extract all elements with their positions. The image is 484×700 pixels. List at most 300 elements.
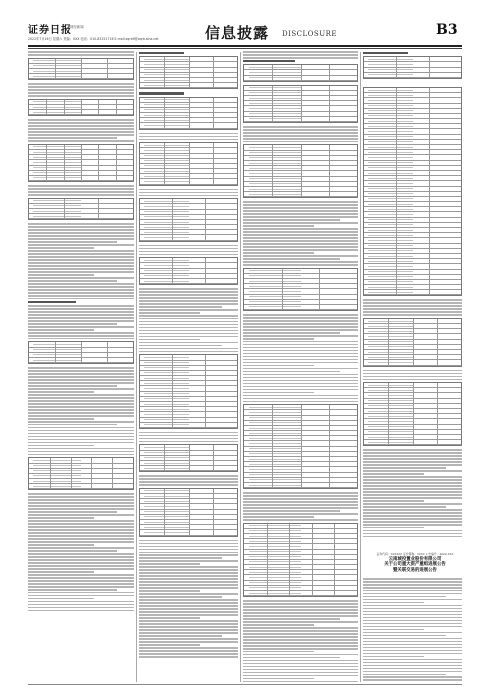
announcement-title-line: 暨关联交易的进展公告	[393, 567, 437, 573]
text-line	[243, 380, 358, 382]
text-line	[243, 609, 358, 611]
text-line	[28, 317, 134, 319]
text-line	[243, 359, 358, 361]
table-row	[244, 305, 357, 310]
text-line	[139, 312, 200, 314]
text-line	[139, 554, 238, 556]
text-line	[28, 559, 134, 561]
text-line	[363, 629, 424, 631]
announcement-body	[363, 578, 462, 682]
text-line	[28, 610, 134, 612]
text-line	[28, 412, 134, 414]
text-line	[28, 550, 117, 552]
text-line	[28, 493, 134, 495]
data-table	[28, 198, 134, 221]
text-line	[139, 438, 238, 440]
text-line	[363, 671, 462, 673]
text-line	[139, 644, 200, 646]
table-row	[29, 214, 133, 219]
text-line	[363, 536, 462, 538]
text-line	[28, 286, 134, 288]
text-line	[28, 274, 94, 276]
text-line	[28, 592, 134, 594]
text-line	[363, 521, 462, 523]
text-line	[28, 250, 134, 252]
text-line	[363, 494, 462, 496]
dateline: 2022年7月16日 星期六 责编：XXX 电话：010-83251716 E-mail:zqrb9@zqrb.sina.net	[28, 37, 159, 41]
text-line	[139, 611, 238, 613]
text-line	[28, 134, 134, 136]
text-line	[243, 365, 314, 367]
text-line	[139, 587, 238, 589]
text-line	[243, 398, 358, 400]
section-heading	[139, 92, 184, 94]
text-line	[363, 644, 462, 646]
text-line	[363, 500, 424, 502]
text-line	[28, 520, 134, 522]
text-line	[28, 439, 134, 441]
text-line	[139, 133, 238, 135]
text-line	[28, 604, 134, 606]
text-line	[243, 663, 358, 665]
text-line	[243, 51, 358, 53]
text-line	[363, 581, 462, 583]
text-line	[363, 308, 462, 310]
text-line	[243, 603, 358, 605]
text-line	[28, 502, 134, 504]
text-line	[363, 503, 462, 505]
text-line	[139, 608, 238, 610]
data-table	[243, 404, 358, 489]
text-line	[243, 615, 358, 617]
article-column-1	[28, 51, 134, 683]
text-line	[243, 332, 340, 334]
text-line	[139, 339, 200, 341]
text-line	[243, 132, 358, 134]
text-line	[139, 432, 238, 434]
text-line	[363, 656, 424, 658]
text-line	[363, 614, 462, 616]
text-line	[139, 620, 238, 622]
text-line	[243, 651, 314, 653]
text-line	[243, 231, 358, 233]
text-line	[28, 280, 117, 282]
data-table	[243, 85, 358, 123]
text-line	[139, 345, 222, 347]
text-line	[243, 510, 340, 512]
text-line	[28, 86, 134, 88]
text-line	[243, 374, 358, 376]
text-line	[28, 568, 134, 570]
text-line	[28, 394, 134, 396]
text-line	[139, 578, 238, 580]
text-line	[28, 298, 134, 300]
text-line	[243, 377, 358, 379]
table-row	[244, 591, 357, 596]
text-line	[139, 581, 238, 583]
text-line	[139, 189, 238, 191]
text-line	[28, 388, 134, 390]
text-line	[28, 305, 134, 307]
text-line	[28, 229, 134, 231]
text-line	[243, 320, 358, 322]
masthead-rule-thin	[28, 48, 462, 49]
text-line	[243, 213, 358, 215]
text-line	[363, 467, 446, 469]
text-line	[28, 314, 134, 316]
announcement-heading	[368, 553, 462, 573]
text-line	[139, 552, 238, 554]
text-line	[363, 299, 462, 301]
text-line	[28, 547, 134, 549]
text-line	[363, 587, 462, 589]
text-line	[28, 565, 134, 567]
data-table	[28, 457, 134, 490]
data-table	[363, 87, 462, 297]
text-line	[28, 323, 117, 325]
text-line	[363, 509, 462, 511]
text-line	[28, 403, 134, 405]
text-line	[243, 261, 358, 263]
text-line	[139, 245, 238, 247]
text-line	[363, 452, 462, 454]
page-number: B3	[436, 22, 458, 38]
text-line	[139, 351, 238, 353]
text-line	[243, 507, 358, 509]
text-line	[28, 332, 134, 334]
text-line	[243, 258, 340, 260]
text-line	[28, 283, 134, 285]
text-line	[363, 506, 446, 508]
text-line	[139, 315, 238, 317]
text-line	[28, 119, 134, 121]
text-line	[363, 599, 462, 601]
text-line	[139, 566, 238, 568]
text-line	[243, 513, 358, 515]
text-line	[139, 321, 238, 323]
data-table	[363, 318, 462, 367]
text-line	[243, 353, 358, 355]
text-line	[363, 533, 462, 535]
section-heading	[28, 301, 76, 303]
text-line	[28, 226, 134, 228]
text-line	[28, 308, 134, 310]
text-line	[139, 629, 238, 631]
footer-rule	[28, 684, 462, 685]
column-divider	[136, 52, 137, 682]
newspaper-logo: 证券日报	[28, 25, 72, 36]
text-line	[139, 195, 238, 197]
text-line	[28, 92, 134, 94]
text-line	[243, 264, 358, 266]
text-line	[28, 376, 134, 378]
text-line	[139, 441, 238, 443]
text-line	[28, 586, 134, 588]
text-line	[139, 309, 238, 311]
data-table	[139, 142, 238, 186]
text-line	[243, 639, 358, 641]
text-line	[28, 95, 134, 97]
text-line	[28, 538, 134, 540]
text-line	[28, 421, 134, 423]
text-line	[243, 204, 358, 206]
text-line	[139, 288, 238, 290]
text-line	[28, 185, 134, 187]
text-line	[243, 207, 358, 209]
text-line	[28, 54, 134, 56]
text-line	[243, 249, 358, 251]
text-line	[28, 577, 134, 579]
data-table	[28, 341, 134, 364]
text-line	[243, 383, 358, 385]
text-line	[243, 642, 358, 644]
text-line	[363, 641, 462, 643]
text-line	[139, 254, 238, 256]
text-line	[28, 529, 134, 531]
text-line	[243, 135, 358, 137]
text-line	[139, 327, 238, 329]
text-line	[243, 621, 358, 623]
text-line	[243, 347, 358, 349]
text-line	[243, 672, 358, 674]
text-line	[28, 595, 134, 597]
table-row	[364, 73, 461, 78]
text-line	[363, 590, 462, 592]
text-line	[139, 248, 238, 250]
text-line	[243, 678, 314, 680]
text-line	[139, 605, 238, 607]
text-line	[363, 578, 462, 580]
text-line	[139, 484, 238, 486]
data-table	[139, 198, 238, 242]
text-line	[139, 626, 238, 628]
text-line	[28, 580, 134, 582]
text-line	[28, 194, 134, 196]
section-heading	[363, 52, 408, 54]
text-line	[243, 633, 358, 635]
data-table	[28, 58, 134, 81]
text-line	[363, 626, 462, 628]
text-line	[243, 504, 358, 506]
logo-subtitle: 财经新闻	[70, 25, 84, 29]
text-line	[28, 433, 134, 435]
text-line	[243, 234, 358, 236]
text-line	[139, 569, 238, 571]
text-line	[363, 482, 462, 484]
text-line	[363, 476, 462, 478]
text-line	[28, 188, 134, 190]
masthead-rule	[28, 45, 462, 47]
data-table	[139, 444, 238, 472]
announcement-title-line: 关于公司重大资产重组进展公告	[384, 562, 446, 568]
text-line	[139, 251, 238, 253]
text-line	[363, 455, 462, 457]
text-line	[243, 222, 358, 224]
text-line	[363, 635, 446, 637]
text-line	[243, 660, 358, 662]
text-line	[28, 122, 134, 124]
text-line	[28, 448, 134, 450]
text-line	[139, 475, 238, 477]
text-line	[139, 192, 238, 194]
data-table	[139, 354, 238, 429]
text-line	[139, 635, 222, 637]
text-line	[28, 451, 134, 453]
text-line	[139, 602, 238, 604]
text-line	[28, 553, 134, 555]
text-line	[139, 599, 238, 601]
text-line	[139, 572, 238, 574]
table-row	[140, 235, 237, 240]
text-line	[363, 653, 462, 655]
text-line	[28, 265, 134, 267]
text-line	[243, 344, 358, 346]
text-line	[363, 584, 462, 586]
text-line	[28, 51, 134, 53]
text-line	[243, 498, 358, 500]
text-line	[363, 638, 462, 640]
text-line	[139, 540, 238, 542]
text-line	[28, 499, 134, 501]
text-line	[139, 303, 238, 305]
text-line	[28, 125, 134, 127]
data-table	[28, 144, 134, 182]
text-line	[363, 593, 462, 595]
text-line	[243, 252, 314, 254]
text-line	[243, 329, 358, 331]
text-line	[243, 356, 358, 358]
text-line	[243, 228, 358, 230]
text-line	[28, 259, 134, 261]
text-line	[139, 656, 238, 658]
text-line	[243, 648, 358, 650]
text-line	[28, 379, 134, 381]
text-line	[28, 311, 134, 313]
text-line	[139, 653, 238, 655]
data-table	[139, 97, 238, 130]
text-line	[243, 516, 314, 518]
text-line	[139, 136, 238, 138]
text-line	[28, 370, 134, 372]
text-line	[363, 623, 462, 625]
text-line	[28, 436, 134, 438]
text-line	[139, 318, 238, 320]
text-line	[243, 335, 358, 337]
text-line	[363, 311, 462, 313]
text-line	[243, 630, 358, 632]
text-line	[28, 589, 117, 591]
text-line	[28, 430, 134, 432]
text-line	[243, 240, 358, 242]
text-line	[363, 464, 462, 466]
text-line	[243, 624, 314, 626]
text-line	[139, 638, 238, 640]
text-line	[363, 305, 462, 307]
text-line	[243, 401, 358, 403]
text-line	[243, 395, 358, 397]
text-line	[243, 362, 358, 364]
text-line	[139, 435, 238, 437]
text-line	[139, 632, 238, 634]
text-line	[139, 342, 238, 344]
text-line	[139, 333, 238, 335]
text-line	[28, 277, 134, 279]
text-line	[243, 669, 358, 671]
text-line	[243, 141, 358, 143]
text-line	[28, 526, 134, 528]
text-line	[28, 454, 134, 456]
text-line	[243, 636, 358, 638]
text-line	[243, 666, 358, 668]
text-line	[363, 479, 462, 481]
text-line	[363, 602, 424, 604]
article-column-3	[243, 51, 358, 683]
text-line	[28, 409, 134, 411]
data-table	[28, 99, 134, 117]
text-line	[139, 584, 238, 586]
text-line	[243, 57, 358, 59]
text-line	[28, 583, 134, 585]
text-line	[139, 336, 238, 338]
text-line	[243, 255, 358, 257]
text-line	[243, 519, 358, 521]
text-line	[139, 593, 238, 595]
text-line	[28, 544, 94, 546]
text-line	[139, 590, 200, 592]
text-line	[28, 335, 134, 337]
text-line	[243, 492, 358, 494]
text-line	[28, 232, 134, 234]
text-line	[363, 527, 424, 529]
text-line	[243, 216, 358, 218]
text-line	[243, 126, 358, 128]
text-line	[243, 54, 358, 56]
text-line	[243, 681, 358, 683]
text-line	[28, 574, 134, 576]
text-line	[243, 612, 358, 614]
table-row	[29, 484, 133, 489]
text-line	[363, 647, 462, 649]
text-line	[28, 338, 134, 340]
text-line	[28, 442, 134, 444]
text-line	[28, 514, 134, 516]
text-line	[363, 373, 462, 375]
text-line	[139, 563, 200, 565]
text-line	[363, 370, 462, 372]
text-line	[243, 323, 358, 325]
text-line	[139, 543, 238, 545]
text-line	[28, 235, 134, 237]
text-line	[139, 297, 238, 299]
data-table	[243, 523, 358, 598]
text-line	[28, 508, 134, 510]
text-line	[363, 473, 424, 475]
table-row	[140, 423, 237, 428]
text-line	[363, 620, 462, 622]
text-line	[28, 406, 134, 408]
text-line	[28, 535, 134, 537]
text-line	[363, 449, 462, 451]
text-line	[28, 517, 94, 519]
text-line	[243, 138, 358, 140]
text-line	[363, 497, 462, 499]
text-line	[243, 600, 358, 602]
text-line	[28, 556, 134, 558]
text-line	[139, 557, 222, 559]
text-line	[243, 341, 358, 343]
text-line	[139, 348, 238, 350]
text-line	[363, 512, 462, 514]
